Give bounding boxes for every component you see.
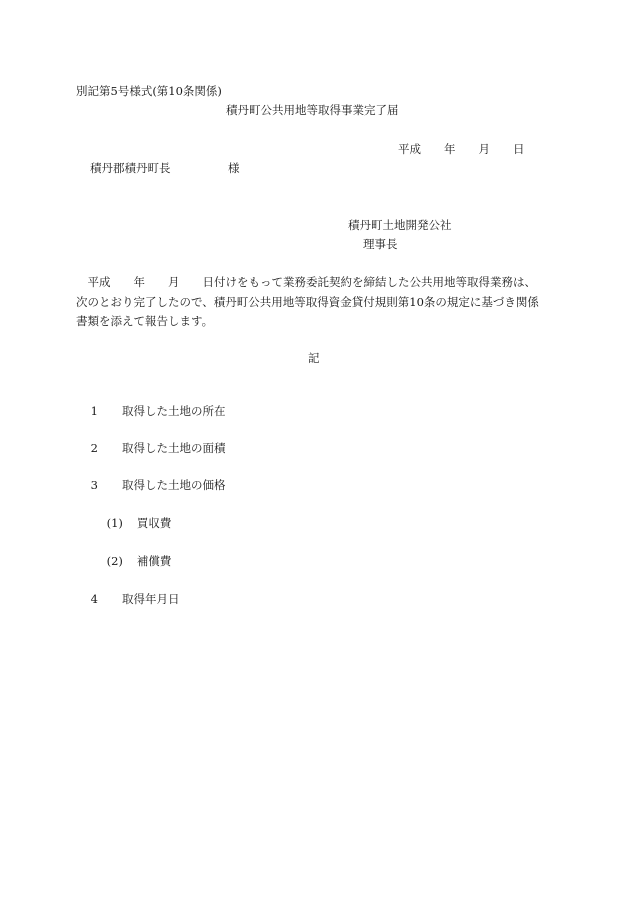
ki-heading: 記	[308, 351, 320, 365]
sub-item-label: 補償費	[136, 554, 172, 568]
body-line-3: 書類を添えて報告します。	[76, 314, 214, 328]
item-number: 3	[90, 478, 98, 492]
item-label: 取得した土地の所在	[121, 404, 226, 418]
item-number: 1	[90, 404, 98, 418]
item-label: 取得した土地の価格	[121, 478, 226, 492]
date-line: 平成 年 月 日	[398, 142, 525, 156]
item-label: 取得した土地の面積	[121, 441, 226, 455]
sender-role: 理事長	[363, 237, 398, 251]
form-reference: 別記第5号様式(第10条関係)	[76, 84, 222, 98]
sub-item-number: (1)	[106, 516, 123, 530]
document-title: 積丹町公共用地等取得事業完了届	[226, 103, 399, 117]
item-number: 2	[90, 441, 98, 455]
item-label: 取得年月日	[121, 592, 180, 606]
body-line-2: 次のとおり完了したので、積丹町公共用地等取得資金貸付規則第10条の規定に基づき関係	[76, 295, 539, 309]
list-item	[76, 575, 179, 623]
body-line-1: 平成 年 月 日付けをもって業務委託契約を締結した公共用地等取得業務は、	[76, 275, 536, 289]
sender-organization: 積丹町土地開発公社	[348, 218, 452, 232]
item-number: 4	[90, 592, 98, 606]
sub-item-label: 買収費	[136, 516, 172, 530]
sub-item-number: (2)	[106, 554, 123, 568]
addressee: 積丹郡積丹町長 様	[90, 161, 240, 175]
